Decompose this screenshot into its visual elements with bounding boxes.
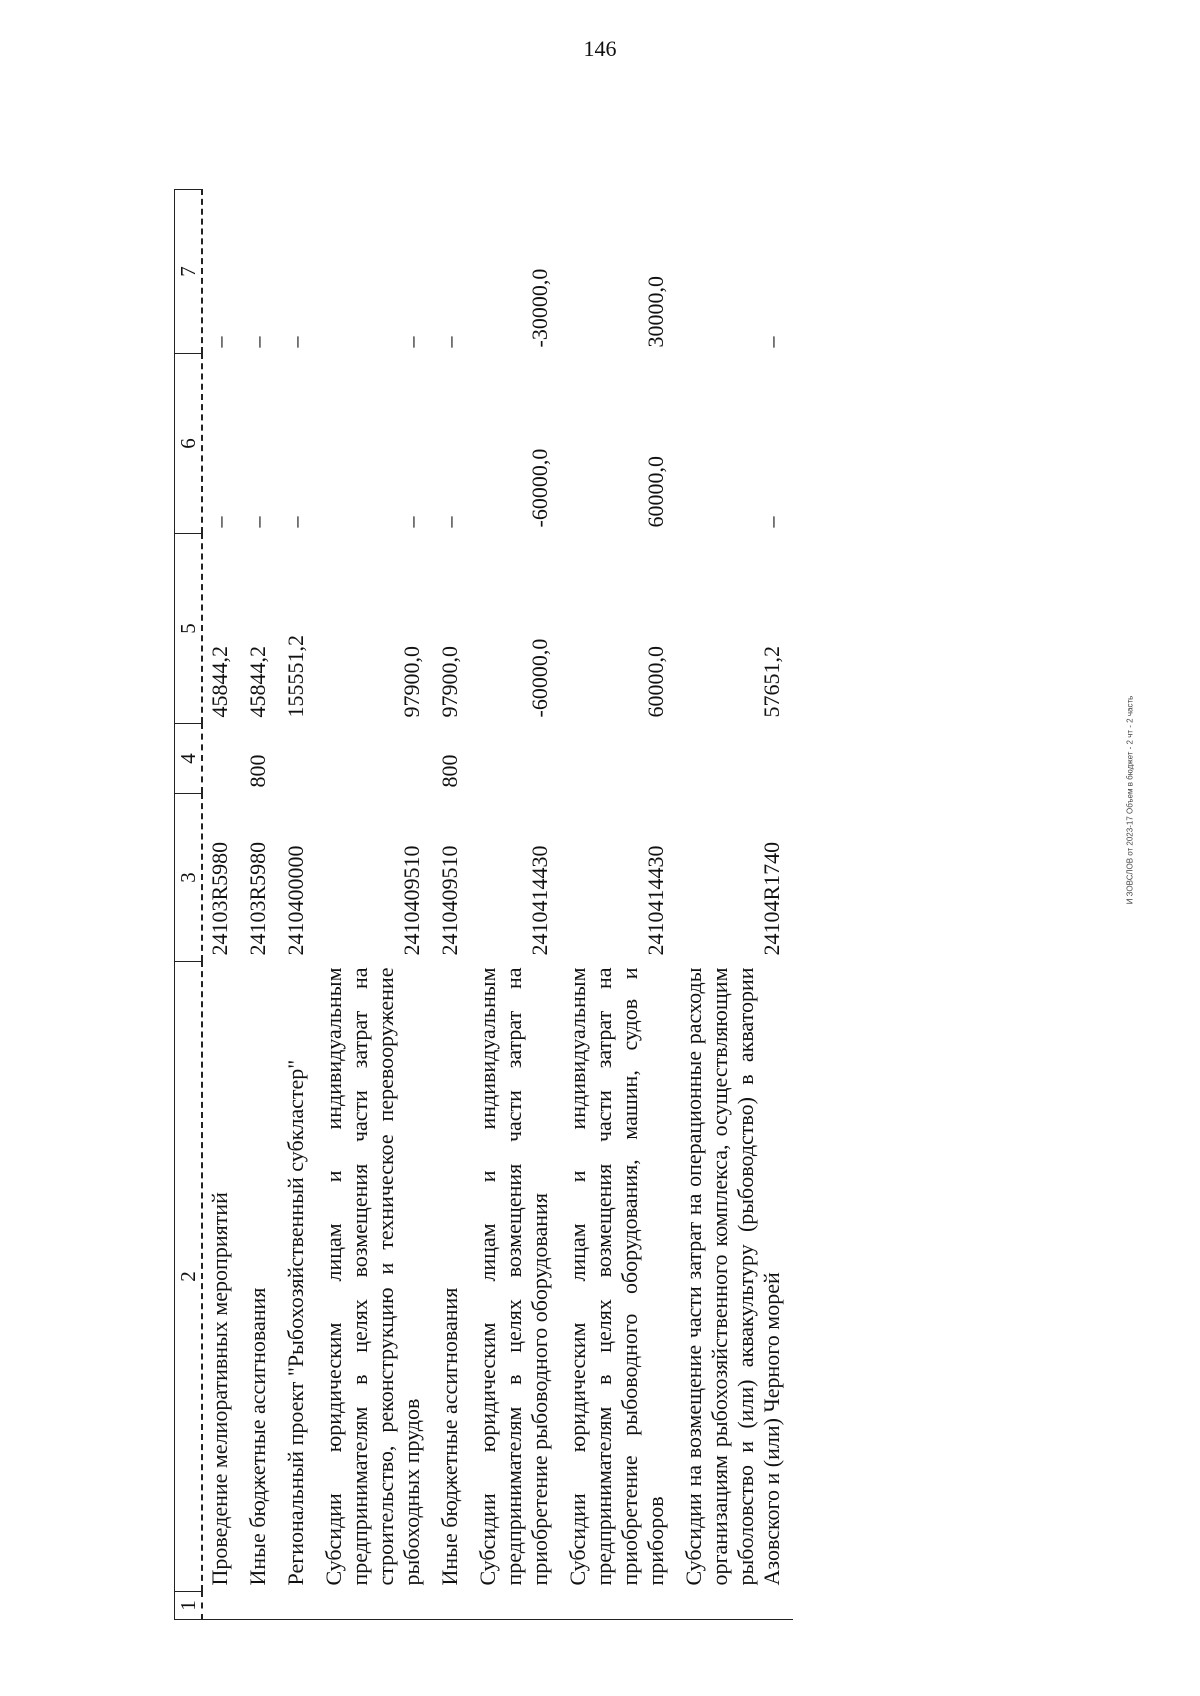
col-header-3: 3 [175,794,203,962]
row-name: Субсидии на возмещение части затрат на операционные расходы организациям рыбохозяйственного комплекса, осуществляющим рыболовство и (или) аквакультуру (рыбоводство) в акватории Азовского и (или) Черного морей [681,967,784,1586]
row-vr-code [317,724,433,794]
row-vr-code [561,724,677,794]
row-sum-col5: -60000,0 [527,638,552,718]
rotated-page-content [174,190,1002,1620]
col-header-6: 6 [175,354,203,534]
table-row [677,190,793,1620]
col-header-2: 2 [175,962,203,1592]
row-sum-col7: – [399,336,424,348]
row-csr-code: 2410409510 [399,845,424,956]
document-stamp [1125,695,1140,905]
row-csr-code: 24103R5980 [245,841,270,956]
row-name: Субсидии юридическим лицам и индивидуальным предпринимателям в целях возмещения части затрат на приобретение рыбоводного оборудования [475,967,552,1586]
row-sum-col6: – [245,516,270,528]
row-sum-col7: – [759,336,784,348]
table-row [561,190,677,1620]
table-row [471,190,561,1620]
row-vr-code [677,724,793,794]
row-border-cell [317,1592,433,1620]
table-row [202,190,241,1620]
row-name: Региональный проект "Рыбохозяйственный субкластер" [283,1059,308,1586]
row-sum-col5: 60000,0 [643,646,668,718]
row-sum-col7: 30000,0 [643,276,668,348]
row-sum-col7: – [283,336,308,348]
row-csr-code: 2410414430 [643,845,668,956]
row-sum-col6: 60000,0 [643,456,668,528]
row-csr-code: 2410409510 [437,845,462,956]
row-border-cell [202,1592,241,1620]
row-csr-code: 2410414430 [527,845,552,956]
row-vr-code [202,724,241,794]
row-border-cell [677,1592,793,1620]
row-sum-col6: – [399,516,424,528]
row-csr-code: 24103R5980 [207,841,232,956]
document-stamp-text: И ЗОВСЛОВ от 2023-17 Объем в бюджет - 2 чт - 2 часть [1125,695,1135,905]
col-header-5: 5 [175,534,203,724]
table-row [279,190,317,1620]
row-sum-col5: 45844,2 [207,646,232,718]
row-sum-col6: – [759,516,784,528]
row-border-cell [433,1592,471,1620]
table-row [317,190,433,1620]
row-name: Иные бюджетные ассигнования [437,1287,462,1586]
row-csr-code: 24104R1740 [759,841,784,956]
row-border-cell [241,1592,279,1620]
row-sum-col5: 97900,0 [437,646,462,718]
row-sum-col6: – [437,516,462,528]
row-vr-code [471,724,561,794]
table-row [241,190,279,1620]
row-sum-col6: – [207,516,232,528]
row-sum-col5: 155551,2 [283,635,308,718]
row-border-cell [279,1592,317,1620]
row-vr-code: 800 [245,754,270,788]
row-vr-code [279,724,317,794]
row-sum-col7: – [437,336,462,348]
row-name: Проведение мелиоративных мероприятий [207,1192,232,1586]
row-name: Иные бюджетные ассигнования [245,1287,270,1586]
row-name: Субсидии юридическим лицам и индивидуальным предпринимателям в целях возмещения части затрат на приобретение рыбоводного оборудования, машин, судов и приборов [565,967,668,1586]
col-header-7: 7 [175,190,203,354]
row-sum-col5: 97900,0 [399,646,424,718]
row-vr-code: 800 [437,754,462,788]
row-csr-code: 2410400000 [283,845,308,956]
row-border-cell [471,1592,561,1620]
row-sum-col6: – [283,516,308,528]
row-sum-col5: 57651,2 [759,646,784,718]
row-sum-col5: 45844,2 [245,646,270,718]
col-header-1: 1 [175,1592,203,1620]
row-sum-col7: – [245,336,270,348]
row-border-cell [561,1592,677,1620]
header-row [175,190,203,1620]
table-row [433,190,471,1620]
col-header-4: 4 [175,724,203,794]
page-number: 146 [583,36,617,61]
row-sum-col6: -60000,0 [527,448,552,528]
row-name: Субсидии юридическим лицам и индивидуальным предпринимателям в целях возмещения части затрат на строительство, реконструкцию и техническое перевооружение рыбоходных прудов [321,967,424,1586]
row-sum-col7: – [207,336,232,348]
budget-table [174,189,793,1620]
row-sum-col7: -30000,0 [527,268,552,348]
